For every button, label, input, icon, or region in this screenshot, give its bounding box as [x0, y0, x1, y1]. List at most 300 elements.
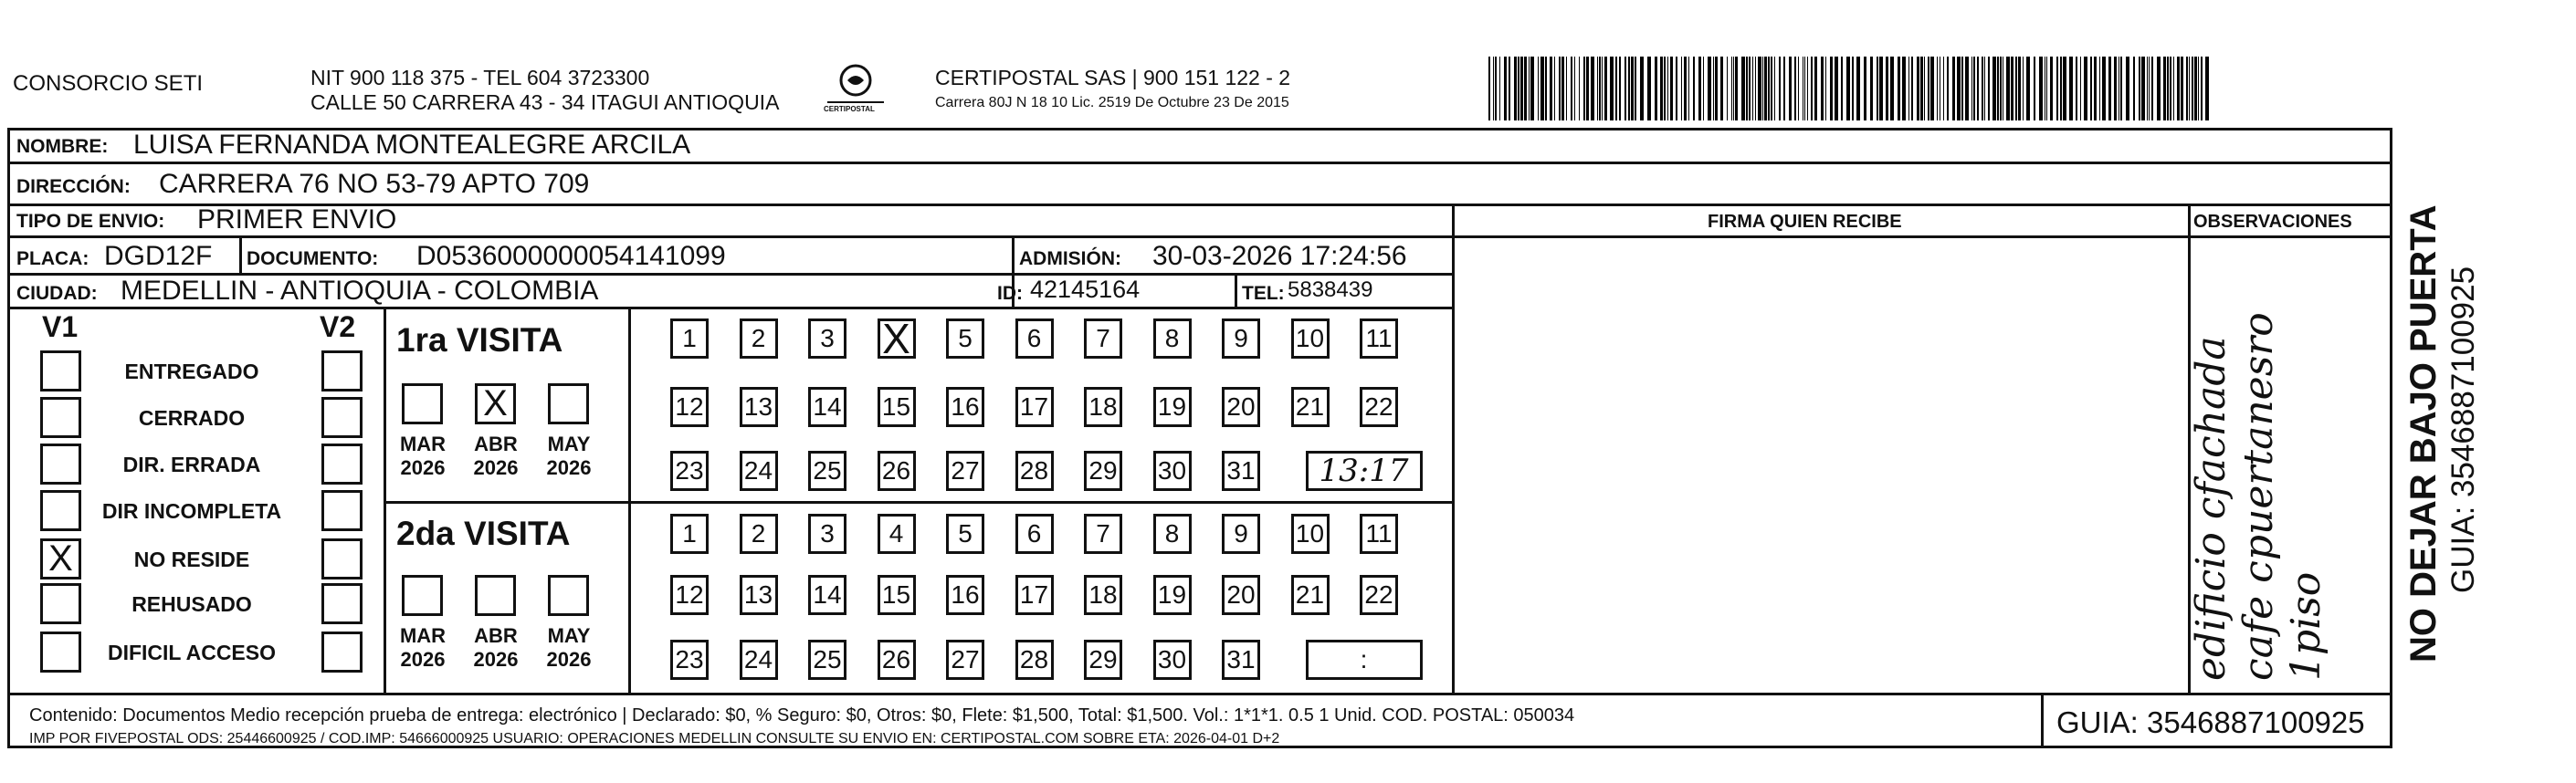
rule — [7, 235, 2392, 238]
barcode-bar — [1879, 57, 1883, 120]
barcode-bar — [1670, 57, 1673, 120]
side-warning: NO DEJAR BAJO PUERTA — [2403, 204, 2444, 663]
status-label: DIFICIL ACCESO — [107, 641, 276, 664]
calendar-day[interactable]: 24 — [740, 451, 778, 491]
barcode-bar — [1731, 57, 1732, 120]
barcode-bar — [1715, 57, 1718, 120]
barcode-bar — [1961, 57, 1963, 120]
calendar-day[interactable]: 4 — [878, 514, 916, 554]
barcode-bar — [1835, 57, 1838, 120]
barcode-bar — [1846, 57, 1850, 120]
barcode-bar — [1771, 57, 1772, 120]
nit-line-2: CALLE 50 CARRERA 43 - 34 ITAGUI ANTIOQUIA — [310, 90, 780, 114]
barcode-bar — [2015, 57, 2017, 120]
barcode-bar — [1583, 57, 1585, 120]
barcode-bar — [1830, 57, 1833, 120]
barcode-bar — [1545, 57, 1547, 120]
certipostal-line-1: CERTIPOSTAL SAS | 900 151 122 - 2 — [935, 66, 1291, 89]
barcode-bar — [2108, 57, 2111, 120]
barcode-bar — [2163, 57, 2166, 120]
calendar-day[interactable]: 31 — [1222, 640, 1260, 680]
barcode-bar — [1997, 57, 1999, 120]
barcode-bar — [2023, 57, 2024, 120]
barcode-bar — [1798, 57, 1799, 120]
rule — [1235, 273, 1237, 307]
barcode-bar — [2084, 57, 2087, 120]
barcode-bar — [1821, 57, 1824, 120]
rule — [7, 307, 1455, 309]
barcode-bar — [1774, 57, 1775, 120]
month-name: MAR — [399, 433, 447, 455]
barcode-bar — [1610, 57, 1614, 120]
calendar-day[interactable]: 30 — [1153, 451, 1192, 491]
barcode-bar — [1703, 57, 1704, 120]
calendar-day[interactable]: 30 — [1153, 640, 1192, 680]
barcode-bar — [1597, 57, 1598, 120]
barcode-bar — [2151, 57, 2153, 120]
ciudad-value: MEDELLIN - ANTIOQUIA - COLOMBIA — [121, 276, 599, 306]
calendar-day[interactable]: 8 — [1153, 514, 1192, 554]
month-year: 2026 — [546, 648, 592, 671]
barcode-bar — [1566, 57, 1567, 120]
rule — [2041, 693, 2044, 748]
barcode-bar — [2181, 57, 2183, 120]
barcode-bar — [1746, 57, 1748, 120]
v2-label: V2 — [320, 310, 356, 343]
rule — [628, 501, 1453, 504]
admision-label: ADMISIÓN: — [1019, 248, 1121, 269]
certipostal-logo — [820, 62, 891, 119]
calendar-day[interactable]: 26 — [878, 640, 916, 680]
barcode-bar — [1554, 57, 1555, 120]
barcode-bar — [1720, 57, 1723, 120]
month-name: ABR — [474, 433, 518, 455]
barcode-bar — [1930, 57, 1934, 120]
rule — [7, 162, 2392, 164]
tel-value: 5838439 — [1288, 277, 1373, 302]
barcode-bar — [1783, 57, 1785, 120]
observaciones-label: OBSERVACIONES — [2193, 212, 2352, 232]
barcode-bar — [1635, 57, 1636, 120]
barcode-bar — [2114, 57, 2117, 120]
status-label: NO RESIDE — [133, 548, 250, 571]
month-year: 2026 — [400, 648, 446, 671]
calendar-day[interactable]: 23 — [670, 451, 709, 491]
calendar-day[interactable]: 11 — [1360, 514, 1398, 554]
barcode-bar — [1852, 57, 1854, 120]
v1-label: V1 — [42, 310, 79, 343]
calendar-day[interactable]: 24 — [740, 640, 778, 680]
barcode-bar — [1807, 57, 1808, 120]
tipo-envio-value: PRIMER ENVIO — [197, 204, 397, 235]
calendar-day[interactable]: 2 — [740, 514, 778, 554]
barcode-bar — [2170, 57, 2171, 120]
month-checkbox[interactable] — [548, 575, 589, 616]
rule — [384, 307, 386, 694]
calendar-day[interactable]: 7 — [1084, 514, 1122, 554]
barcode-bar — [2006, 57, 2010, 120]
barcode-bar — [2133, 57, 2135, 120]
barcode-bar — [2063, 57, 2066, 120]
calendar-day[interactable]: 23 — [670, 640, 709, 680]
footer-line-2: IMP POR FIVEPOSTAL ODS: 25446600925 / COD.IMP: 54666000925 USUARIO: OPERACIONES MEDELLIN CONSULTE SU ENVIO EN: CERTIPOSTAL.COM SOBRE ETA: 2026-04-01 D+2 — [29, 731, 1280, 746]
time-box[interactable]: : — [1306, 640, 1423, 680]
calendar-day[interactable]: 10 — [1291, 514, 1330, 554]
month-name: MAY — [547, 433, 591, 455]
observaciones-hand-line-1: edificio cfachada — [2188, 336, 2234, 681]
barcode-bar — [1499, 57, 1500, 120]
calendar-day[interactable]: 16 — [946, 575, 984, 615]
barcode-bar — [1504, 57, 1507, 120]
barcode-bar — [2026, 57, 2030, 120]
barcode-bar — [1917, 57, 1919, 120]
barcode-bar — [2056, 57, 2058, 120]
month-year: 2026 — [473, 456, 519, 479]
calendar-day[interactable]: 27 — [946, 451, 984, 491]
calendar-day[interactable]: 6 — [1015, 514, 1054, 554]
barcode-bar — [1579, 57, 1580, 120]
observaciones-hand-line-3: 1piso — [2283, 571, 2329, 681]
barcode-bar — [2177, 57, 2180, 120]
barcode-bar — [1924, 57, 1925, 120]
visita2-title: 2da VISITA — [396, 515, 571, 552]
barcode-bar — [1768, 57, 1770, 120]
barcode-bar — [1615, 57, 1617, 120]
barcode-bar — [1937, 57, 1938, 120]
calendar-day[interactable]: 28 — [1015, 640, 1054, 680]
rule — [1452, 204, 1455, 694]
barcode-bar — [1698, 57, 1701, 120]
calendar-day[interactable]: 18 — [1084, 575, 1122, 615]
calendar-day[interactable]: 1 — [670, 318, 709, 359]
barcode-bar — [2120, 57, 2122, 120]
barcode-bar — [2046, 57, 2047, 120]
documento-value: D0536000000054141099 — [416, 241, 726, 271]
tipo-envio-label: TIPO DE ENVIO: — [16, 211, 165, 232]
barcode-bar — [1789, 57, 1792, 120]
barcode-bar — [1586, 57, 1589, 120]
barcode-bar — [2060, 57, 2062, 120]
calendar-day[interactable]: 5 — [946, 514, 984, 554]
footer-guia: GUIA: 3546887100925 — [2056, 705, 2365, 739]
month-name: MAR — [399, 624, 447, 647]
side-guia: GUIA: 3546887100925 — [2445, 266, 2481, 593]
tel-label: TEL: — [1242, 283, 1285, 304]
barcode-bar — [2141, 57, 2145, 120]
barcode-bar — [1992, 57, 1996, 120]
rule — [239, 235, 242, 273]
status-label: DIR. ERRADA — [122, 453, 261, 476]
nombre-value: LUISA FERNANDA MONTEALEGRE ARCILA — [133, 130, 691, 160]
calendar-day[interactable]: 29 — [1084, 451, 1122, 491]
calendar-day[interactable]: 7 — [1084, 318, 1122, 359]
barcode-bar — [2192, 57, 2193, 120]
barcode-bar — [1841, 57, 1843, 120]
barcode-bar — [1735, 57, 1738, 120]
v1-checkbox[interactable]: X — [40, 538, 81, 579]
company-name: CONSORCIO SETI — [13, 71, 204, 96]
barcode-bar — [1911, 57, 1913, 120]
id-label: ID: — [997, 283, 1023, 304]
barcode-bar — [1973, 57, 1975, 120]
month-checkbox[interactable]: X — [475, 383, 516, 424]
barcode-bar — [2102, 57, 2106, 120]
logo-text: CERTIPOSTAL — [824, 105, 875, 113]
barcode-bar — [1890, 57, 1894, 120]
calendar-day[interactable]: 29 — [1084, 640, 1122, 680]
barcode-bar — [2039, 57, 2043, 120]
calendar-day[interactable]: 16 — [946, 387, 984, 427]
barcode-bar — [1928, 57, 1929, 120]
visita1-title: 1ra VISITA — [396, 321, 563, 359]
calendar-day[interactable]: 22 — [1360, 575, 1398, 615]
barcode-bar — [1631, 57, 1634, 120]
calendar-day[interactable]: 19 — [1153, 575, 1192, 615]
rule — [7, 693, 2392, 695]
barcode-bar — [1902, 57, 1906, 120]
footer-line-1: Contenido: Documentos Medio recepción prueba de entrega: electrónico | Declarado: $0, % Seguro: $0, Otros: $0, Flete: $1,500, Total: $1,500. Vol.: 1*1*1. 0.5 1 Unid. COD. POSTAL: 050034 — [29, 705, 1575, 726]
barcode-bar — [1727, 57, 1728, 120]
month-checkbox[interactable] — [402, 575, 443, 616]
barcode-bar — [1676, 57, 1677, 120]
barcode-bar — [1681, 57, 1682, 120]
calendar-day[interactable]: 5 — [946, 318, 984, 359]
calendar-day[interactable]: 25 — [808, 640, 846, 680]
calendar-day[interactable]: 26 — [878, 451, 916, 491]
calendar-day[interactable]: 20 — [1222, 387, 1260, 427]
barcode-bar — [1509, 57, 1510, 120]
calendar-day[interactable]: 20 — [1222, 575, 1260, 615]
month-checkbox[interactable] — [475, 575, 516, 616]
month-year: 2026 — [400, 456, 446, 479]
calendar-day[interactable]: 27 — [946, 640, 984, 680]
barcode-bar — [1947, 57, 1949, 120]
barcode-bar — [2189, 57, 2190, 120]
calendar-day[interactable]: 10 — [1291, 318, 1330, 359]
calendar-day[interactable]: 25 — [808, 451, 846, 491]
calendar-day[interactable]: 12 — [670, 575, 709, 615]
barcode-bar — [1571, 57, 1572, 120]
calendar-day[interactable]: 13 — [740, 387, 778, 427]
barcode-bar — [1977, 57, 1979, 120]
barcode-bar — [1898, 57, 1900, 120]
barcode-bar — [1619, 57, 1621, 120]
barcode-bar — [1660, 57, 1663, 120]
barcode-bar — [2147, 57, 2148, 120]
barcode-bar — [2080, 57, 2081, 120]
nombre-label: NOMBRE: — [16, 136, 109, 157]
barcode-bar — [2167, 57, 2169, 120]
barcode-bar — [1886, 57, 1888, 120]
calendar-day[interactable]: 15 — [878, 575, 916, 615]
id-value: 42145164 — [1030, 276, 1141, 303]
barcode-bar — [1591, 57, 1594, 120]
rule — [628, 307, 631, 694]
calendar-day[interactable]: 13 — [740, 575, 778, 615]
calendar-day[interactable]: 3 — [808, 318, 846, 359]
barcode-bar — [1599, 57, 1601, 120]
calendar-day[interactable]: 17 — [1015, 387, 1054, 427]
barcode-bar — [1864, 57, 1866, 120]
barcode-bar — [2018, 57, 2021, 120]
barcode-bar — [2011, 57, 2013, 120]
barcode-bar — [2139, 57, 2140, 120]
barcode-bar — [1688, 57, 1689, 120]
barcode-bar — [1693, 57, 1695, 120]
barcode-bar — [1664, 57, 1666, 120]
barcode-bar — [1493, 57, 1494, 120]
barcode-bar — [2205, 57, 2209, 120]
calendar-day[interactable]: 14 — [808, 387, 846, 427]
barcode-bar — [2173, 57, 2174, 120]
barcode-bar — [1574, 57, 1575, 120]
barcode-bar — [1749, 57, 1751, 120]
observaciones-hand-line-2: cafe cpuertanesro — [2235, 312, 2282, 681]
status-label: DIR INCOMPLETA — [101, 499, 282, 523]
time-box[interactable]: 13:17 — [1306, 451, 1423, 491]
barcode-bar — [1908, 57, 1909, 120]
month-checkbox[interactable] — [402, 383, 443, 424]
barcode-bar — [1488, 57, 1490, 120]
barcode-bar — [1811, 57, 1813, 120]
month-name: MAY — [547, 624, 591, 647]
barcode-bar — [1877, 57, 1878, 120]
barcode-bar — [2076, 57, 2077, 120]
status-label: CERRADO — [138, 406, 246, 430]
calendar-day[interactable]: 9 — [1222, 514, 1260, 554]
barcode-bar — [1529, 57, 1530, 120]
barcode-bar — [2090, 57, 2092, 120]
barcode-bar — [1655, 57, 1657, 120]
barcode-bar — [1550, 57, 1552, 120]
barcode-bar — [1814, 57, 1817, 120]
calendar-day[interactable]: 19 — [1153, 387, 1192, 427]
barcode-bar — [1520, 57, 1523, 120]
barcode-bar — [2157, 57, 2161, 120]
barcode-bar — [1640, 57, 1644, 120]
barcode-bar — [1624, 57, 1626, 120]
calendar-day[interactable]: 12 — [670, 387, 709, 427]
barcode-bar — [2194, 57, 2197, 120]
status-label: ENTREGADO — [124, 360, 259, 383]
barcode-bar — [1708, 57, 1711, 120]
direccion-label: DIRECCIÓN: — [16, 176, 131, 197]
status-label: REHUSADO — [131, 592, 252, 616]
calendar-day[interactable]: 18 — [1084, 387, 1122, 427]
barcode-bar — [2186, 57, 2188, 120]
ciudad-label: CIUDAD: — [16, 283, 98, 304]
calendar-day[interactable]: 11 — [1360, 318, 1398, 359]
barcode-bar — [1755, 57, 1756, 120]
calendar-day[interactable]: 21 — [1291, 575, 1330, 615]
barcode-bar — [1794, 57, 1796, 120]
calendar-day[interactable]: 9 — [1222, 318, 1260, 359]
calendar-day[interactable]: 6 — [1015, 318, 1054, 359]
barcode-bar — [1530, 57, 1534, 120]
documento-label: DOCUMENTO: — [247, 248, 379, 269]
placa-value: DGD12F — [104, 241, 213, 271]
barcode-bar — [1684, 57, 1687, 120]
calendar-day[interactable]: 22 — [1360, 387, 1398, 427]
barcode-bar — [2149, 57, 2150, 120]
barcode-bar — [2094, 57, 2097, 120]
barcode-bar — [1779, 57, 1781, 120]
barcode-bar — [1957, 57, 1961, 120]
barcode-bar — [1602, 57, 1603, 120]
barcode — [1488, 57, 2210, 120]
calendar-day[interactable]: X — [878, 318, 916, 359]
barcode-bar — [1758, 57, 1761, 120]
calendar-day[interactable]: 8 — [1153, 318, 1192, 359]
rule — [384, 501, 630, 504]
calendar-day[interactable]: 28 — [1015, 451, 1054, 491]
barcode-bar — [1713, 57, 1714, 120]
barcode-bar — [1647, 57, 1651, 120]
barcode-bar — [1604, 57, 1607, 120]
firma-label: FIRMA QUIEN RECIBE — [1708, 212, 1902, 232]
calendar-day[interactable]: 21 — [1291, 387, 1330, 427]
barcode-bar — [1920, 57, 1923, 120]
calendar-day[interactable]: 3 — [808, 514, 846, 554]
barcode-bar — [1538, 57, 1539, 120]
barcode-bar — [2201, 57, 2203, 120]
barcode-bar — [1667, 57, 1668, 120]
barcode-bar — [1870, 57, 1873, 120]
calendar-day[interactable]: 31 — [1222, 451, 1260, 491]
month-name: ABR — [474, 624, 518, 647]
month-year: 2026 — [546, 456, 592, 479]
barcode-bar — [1984, 57, 1985, 120]
barcode-bar — [1561, 57, 1564, 120]
barcode-bar — [1495, 57, 1497, 120]
nit-line-1: NIT 900 118 375 - TEL 604 3723300 — [310, 66, 650, 89]
barcode-bar — [1952, 57, 1955, 120]
placa-label: PLACA: — [16, 248, 89, 269]
barcode-bar — [1988, 57, 1990, 120]
barcode-bar — [1741, 57, 1745, 120]
barcode-bar — [2126, 57, 2129, 120]
barcode-bar — [1764, 57, 1767, 120]
certipostal-line-2: Carrera 80J N 18 10 Lic. 2519 De Octubre 23 De 2015 — [935, 95, 1289, 110]
barcode-bar — [1856, 57, 1860, 120]
calendar-day[interactable]: 14 — [808, 575, 846, 615]
calendar-day[interactable]: 2 — [740, 318, 778, 359]
barcode-bar — [1524, 57, 1527, 120]
barcode-bar — [1825, 57, 1826, 120]
month-year: 2026 — [473, 648, 519, 671]
barcode-bar — [1628, 57, 1630, 120]
barcode-bar — [2198, 57, 2199, 120]
barcode-bar — [1982, 57, 1983, 120]
direccion-value: CARRERA 76 NO 53-79 APTO 709 — [159, 169, 590, 199]
month-checkbox[interactable] — [548, 383, 589, 424]
barcode-bar — [2000, 57, 2002, 120]
barcode-bar — [2069, 57, 2073, 120]
admision-value: 30-03-2026 17:24:56 — [1152, 241, 1407, 271]
barcode-bar — [1518, 57, 1519, 120]
barcode-bar — [1971, 57, 1972, 120]
calendar-day[interactable]: 1 — [670, 514, 709, 554]
barcode-bar — [1752, 57, 1753, 120]
barcode-bar — [1965, 57, 1969, 120]
barcode-bar — [1733, 57, 1734, 120]
barcode-bar — [2099, 57, 2100, 120]
calendar-day[interactable]: 17 — [1015, 575, 1054, 615]
barcode-bar — [2050, 57, 2053, 120]
barcode-bar — [1559, 57, 1561, 120]
barcode-bar — [1804, 57, 1805, 120]
calendar-day[interactable]: 15 — [878, 387, 916, 427]
